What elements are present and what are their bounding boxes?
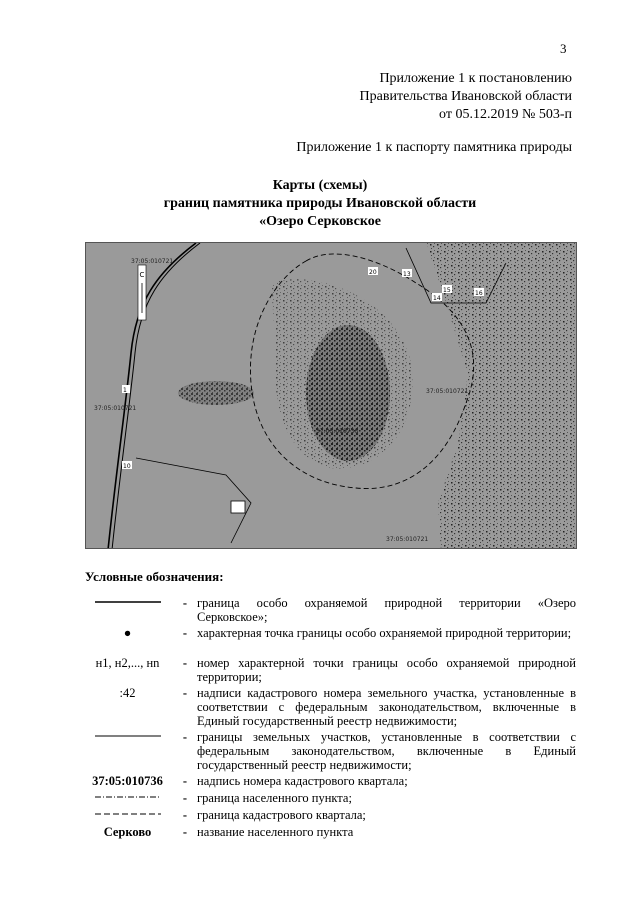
map-label-5: 37:05:010721 (426, 388, 469, 395)
legend-symbol-point-numbers: н1, н2,..., нn (95, 656, 160, 670)
legend-row: - граница населенного пункта; (85, 791, 576, 806)
legend-symbol-point: ● (123, 626, 132, 640)
legend-symbol-dashed-line (85, 808, 170, 822)
title-line-3: «Озеро Серковское (259, 214, 381, 229)
legend-symbol-parcel-line (85, 730, 170, 744)
header-line-2: Правительства Ивановской области (359, 89, 572, 104)
legend-row: - граница особо охраняемой природной территории «Озеро Серковское»; (85, 596, 576, 624)
lake-center (306, 325, 390, 461)
building (231, 501, 245, 513)
legend-desc: надпись номера кадастрового квартала; (197, 774, 408, 788)
legend-symbol-settlement-name: Серково (103, 825, 152, 839)
legend-row: Серково - название населенного пункта (85, 825, 576, 840)
legend-row: н1, н2,..., нn - номер характерной точки границы особо охраняемой природной территории; (85, 656, 576, 684)
point-label: 16 (475, 290, 483, 297)
point-label: 10 (123, 463, 131, 470)
legend-title: Условные обозначения: (85, 569, 224, 584)
map-label-4: 37:05:010721 (386, 536, 429, 543)
title-line-2: границ памятника природы Ивановской области (163, 196, 477, 211)
legend-symbol-cadastral-label: :42 (119, 686, 136, 700)
legend-desc: название населенного пункта (197, 825, 354, 839)
point-label: 14 (433, 295, 441, 302)
legend-desc: надписи кадастрового номера земельного участка, установленные в соответствии с федеральным законодательством, включенные в Единый государственный реестр недвижимости; (197, 686, 576, 728)
point-label: 1 (123, 387, 127, 394)
legend-desc: граница населенного пункта; (197, 791, 352, 805)
map-label-3: 37:05:010736 (316, 428, 359, 435)
legend-desc: номер характерной точки границы особо охраняемой природной территории; (197, 656, 576, 684)
point-label: 15 (443, 287, 451, 294)
legend-row: ● - характерная точка границы особо охраняемой природной территории; (85, 626, 576, 654)
title-line-1: Карты (схемы) (272, 178, 368, 193)
header-line-3: от 05.12.2019 № 503-п (439, 107, 572, 122)
point-label: 13 (403, 271, 411, 278)
legend-row: - граница кадастрового квартала; (85, 808, 576, 823)
marsh-area (178, 381, 254, 405)
point-label: 20 (369, 269, 377, 276)
map-label-2: 37:05:010721 (94, 405, 137, 412)
appendix-line: Приложение 1 к паспорту памятника природы (296, 140, 572, 155)
page-number: 3 (560, 41, 567, 56)
legend-desc: характерная точка границы особо охраняемой природной территории; (197, 626, 572, 640)
legend-desc: границы земельных участков, установленные в соответствии с федеральным законодательством, включенные в Единый государственный реестр недвижимости; (197, 730, 576, 772)
legend-symbol-solid-line (85, 596, 170, 610)
legend-symbol-dashdot-line (85, 791, 170, 805)
map-image (86, 243, 577, 549)
legend-symbol-quarter-label: 37:05:010736 (92, 774, 163, 788)
legend-desc: граница особо охраняемой природной территории «Озеро Серковское»; (197, 596, 576, 624)
north-arrow-label: С (139, 271, 145, 279)
legend-row: - границы земельных участков, установленные в соответствии с федеральным законодательством, включенные в Единый государственный реестр недвижимости; (85, 730, 576, 772)
boundary-map (85, 242, 577, 549)
legend-row: :42 - надписи кадастрового номера земельного участка, установленные в соответствии с федеральным законодательством, включенные в Единый государственный реестр недвижимости; (85, 686, 576, 728)
legend-row: 37:05:010736 - надпись номера кадастрового квартала; (85, 774, 576, 789)
map-label-1: 37:05:010721 (131, 258, 174, 265)
header-line-1: Приложение 1 к постановлению (379, 71, 572, 86)
legend-desc: граница кадастрового квартала; (197, 808, 366, 822)
